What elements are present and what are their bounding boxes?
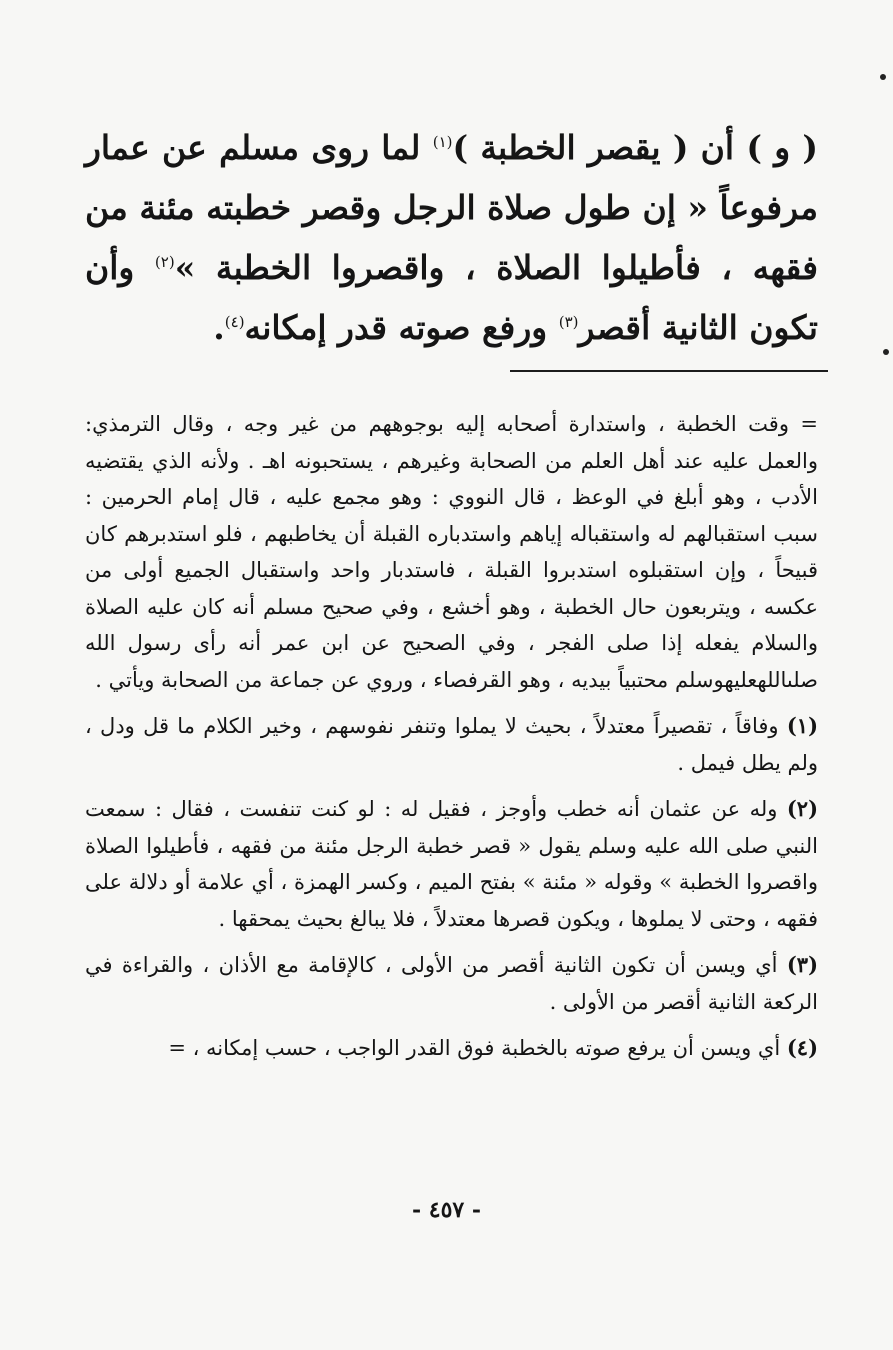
footnote-number: (٣) (786, 952, 818, 977)
main-paragraph (85, 118, 818, 358)
footnote (85, 791, 818, 937)
footnote (85, 947, 818, 1020)
main-text-segment: ( و ) أن ( يقصر الخطبة ) (452, 128, 818, 167)
footnote-text: = وقت الخطبة ، واستدارة أصحابه إليه بوجوههم من غير وجه ، وقال الترمذي: والعمل عليه عند أهل العلم من الصحابة وغيرهم ، يستحبونه اهـ . ولأنه الذي يقتضيه الأدب ، وهو أبلغ في الوعظ ، قال النووي : وهو مجمع عليه ، قال إمام الحرمين : سبب استقبالهم له واستقباله إياهم واستدباره القبلة أن يخاطبهم ، فلو استدبرهم كان قبيحاً ، وإن استقبلوه استدبروا القبلة ، فاستدبار واحد واستقبال الجميع أولى من عكسه ، ويتربعون حال الخطبة ، وهو أخشع ، وفي صحيح مسلم أنه كان عليه الصلاة والسلام يفعله إذا صلى الفجر ، وفي الصحيح عن ابن عمر أنه رأى رسول الله صلىاللهعليهوسلم محتبياً بيديه ، وهو القرفصاء ، وروي عن جماعة من الصحابة ويأتي . (85, 412, 818, 692)
scan-mark (883, 349, 889, 355)
footnote-text: أي ويسن أن يرفع صوته بالخطبة فوق القدر الواجب ، حسب إمكانه ، = (168, 1036, 787, 1060)
footnote-ref: (١) (432, 133, 453, 151)
main-text-segment: لما روى مسلم عن عمار مرفوعاً « إن طول صلاة الرجل وقصر خطبته مئنة من فقهه ، فأطيلوا الصلاة ، واقصروا الخطبة » (85, 128, 818, 287)
footnotes (85, 406, 818, 1067)
footnote (85, 708, 818, 781)
main-text-segment: ورفع صوته قدر إمكانه (244, 308, 559, 347)
main-text-segment: وأن تكون الثانية أقصر (85, 248, 818, 347)
footnote-number: (٢) (786, 796, 818, 821)
footnote-text: وله عن عثمان أنه خطب وأوجز ، فقيل له : لو كنت تنفست ، فقال : سمعت النبي صلى الله عليه وسلم يقول « قصر خطبة الرجل مئنة من فقهه ، فأطيلوا الصلاة واقصروا الخطبة » وقوله « مئنة » بفتح الميم ، وكسر الهمزة ، أي علامة أو دلالة على فقهه ، وحتى لا يملوها ، ويكون قصرها معتدلاً ، فلا يبالغ بحيث يمحقها . (85, 797, 818, 931)
scan-mark (880, 74, 886, 80)
main-text-segment: . (213, 308, 225, 347)
footnote-continuation (85, 406, 818, 698)
footnote-text: أي ويسن أن تكون الثانية أقصر من الأولى ، كالإقامة مع الأذان ، والقراءة في الركعة الثانية أقصر من الأولى . (85, 953, 818, 1014)
footnote (85, 1030, 818, 1067)
footnote-number: (٤) (786, 1035, 818, 1060)
footnote-text: وفاقاً ، تقصيراً معتدلاً ، بحيث لا يملوا وتنفر نفوسهم ، وخير الكلام ما قل ودل ، ولم يطل فيمل . (85, 714, 818, 775)
main-text (85, 118, 818, 358)
footnote-number: (١) (786, 713, 818, 738)
footnote-ref: (٣) (558, 313, 579, 331)
page-number: - ٤٥٧ - (411, 1197, 482, 1223)
footnote-ref: (٢) (154, 253, 175, 271)
footnote-ref: (٤) (224, 313, 245, 331)
footnote-separator (510, 370, 828, 372)
